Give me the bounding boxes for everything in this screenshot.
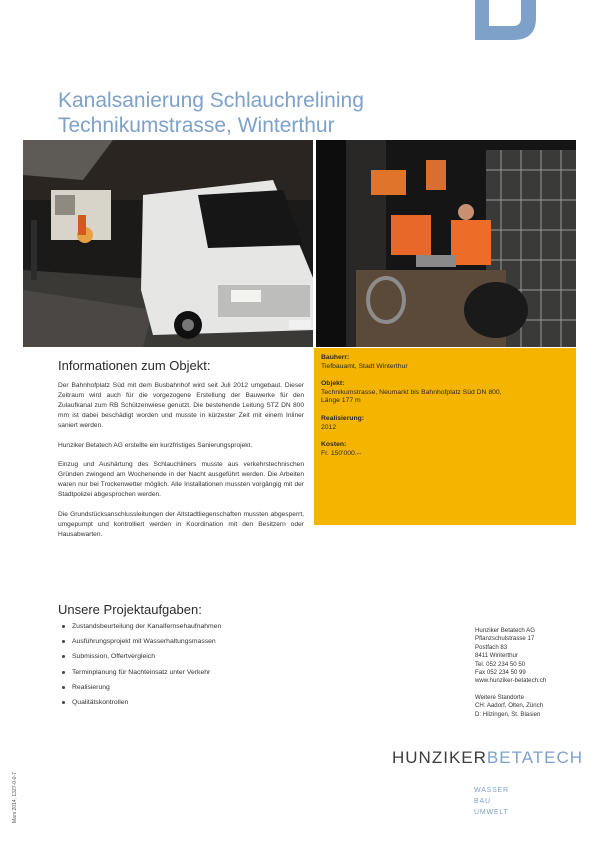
list-item (62, 668, 322, 683)
logo-text-hunziker: HUNZIKER (392, 748, 487, 767)
photo-van-night (23, 140, 313, 347)
fact-label: Kosten: (321, 441, 347, 449)
tagline-line: UMWELT (474, 809, 509, 816)
page-title (58, 88, 538, 138)
list-item (62, 683, 322, 698)
task-label: Ausführungsprojekt mit Wasserhaltungsmassen (72, 638, 216, 646)
task-label: Terminplanung für Nachteinsatz unter Verkehr (72, 668, 211, 676)
logo-text-betatech: BETATECH (486, 748, 584, 767)
task-label: Realisierung (72, 683, 110, 691)
info-paragraph: Die Grundstücksanschlussleitungen der Altstadtliegenschaften mussten abgesperrt, umgepumpt und kontrolliert werden in Koordination mit den Besitzern oder Hausabwarten. (58, 511, 304, 538)
fact-value: Fr. 150'000.-- (321, 449, 362, 457)
fact-label: Realisierung: (321, 414, 365, 422)
tagline-line: WASSER (474, 787, 509, 794)
address-street: Pflanzschulstrasse 17 (475, 635, 535, 643)
logo-tagline (474, 785, 509, 818)
title-line-2: Technikumstrasse, Winterthur (58, 114, 335, 137)
info-paragraph: Einzug und Aushärtung des Schlauchliners musste aus verkehrstechnischen Gründen zwingend am Wochenende in der Nacht ausgeführt werden. Die Arbeiten waren nur bei Trockenwetter möglich. Alle Installationen mussten vorgängig mit der Stadtpolizei abgesprochen werden. (58, 461, 304, 499)
top-logo-mark-icon (473, 0, 538, 42)
fax: Fax 052 234 50 99 (475, 669, 526, 677)
bullet-icon (62, 655, 65, 658)
bullet-icon (62, 640, 65, 643)
fact-value: Tiefbauamt, Stadt Winterthur (321, 362, 408, 370)
company-logo (392, 745, 582, 771)
phone: Tel. 052 234 50 50 (475, 660, 526, 668)
fact-costs (321, 441, 571, 458)
bullet-icon (62, 671, 65, 674)
title-line-1: Kanalsanierung Schlauchrelining (58, 89, 364, 112)
website-link[interactable]: www.hunziker-betatech.ch (475, 677, 547, 685)
info-paragraph: Hunziker Betatech AG erstellte ein kurzfristiges Sanierungsprojekt. (58, 441, 253, 449)
task-label: Qualitätskontrollen (72, 698, 129, 706)
contact-block (475, 627, 585, 719)
bullet-icon (62, 686, 65, 689)
bullet-icon (62, 625, 65, 628)
tagline-line: BAU (474, 798, 491, 805)
tasks-list (62, 622, 322, 713)
fact-value: 2012 (321, 423, 337, 431)
locations-ch: CH: Aadorf, Olten, Zürich (475, 702, 544, 710)
task-label: Submission, Offertvergleich (72, 653, 155, 661)
address-postbox: Postfach 83 (475, 643, 508, 651)
list-item (62, 652, 322, 667)
fact-realisation (321, 415, 571, 432)
info-paragraph: Der Bahnhofplatz Süd mit dem Busbahnhof wird seit Juli 2012 umgebaut. Dieser Zeitraum wird auch für die vorgezogene Erstellung der Bauwerke für den Zulaufkanal zum RB Schützenwiese genutzt. Die bestehende Leitung STZ DN 800 mm ist dabei beschädigt worden und musste in kürzester Zeit mit einem Inliner saniert werden. (58, 382, 304, 429)
list-item (62, 622, 322, 637)
photo-workers-night (316, 140, 576, 347)
list-item (62, 637, 322, 652)
bullet-icon (62, 701, 65, 704)
side-document-reference: Mars 2014, 1327-0-0-7 (12, 772, 18, 823)
locations-heading: Weitere Standorte (475, 693, 525, 701)
list-item (62, 698, 322, 713)
info-heading: Informationen zum Objekt: (58, 358, 211, 373)
tasks-heading: Unsere Projektaufgaben: (58, 602, 202, 617)
project-facts (321, 354, 571, 467)
spacer (475, 686, 585, 694)
info-body (58, 381, 304, 550)
fact-label: Objekt: (321, 380, 345, 388)
fact-value: Technikumstrasse, Neumarkt bis Bahnhofplatz Süd DN 800, Länge 177 m (321, 388, 502, 405)
company-name: Hunziker Betatech AG (475, 627, 535, 634)
address-city: 8411 Winterthur (475, 652, 518, 660)
fact-client (321, 354, 571, 371)
fact-object (321, 380, 571, 406)
fact-label: Bauherr: (321, 354, 350, 361)
locations-de: D: Hilzingen, St. Blasien (475, 710, 541, 718)
task-label: Zustandsbeurteilung der Kanalfernsehaufnahmen (72, 623, 222, 630)
